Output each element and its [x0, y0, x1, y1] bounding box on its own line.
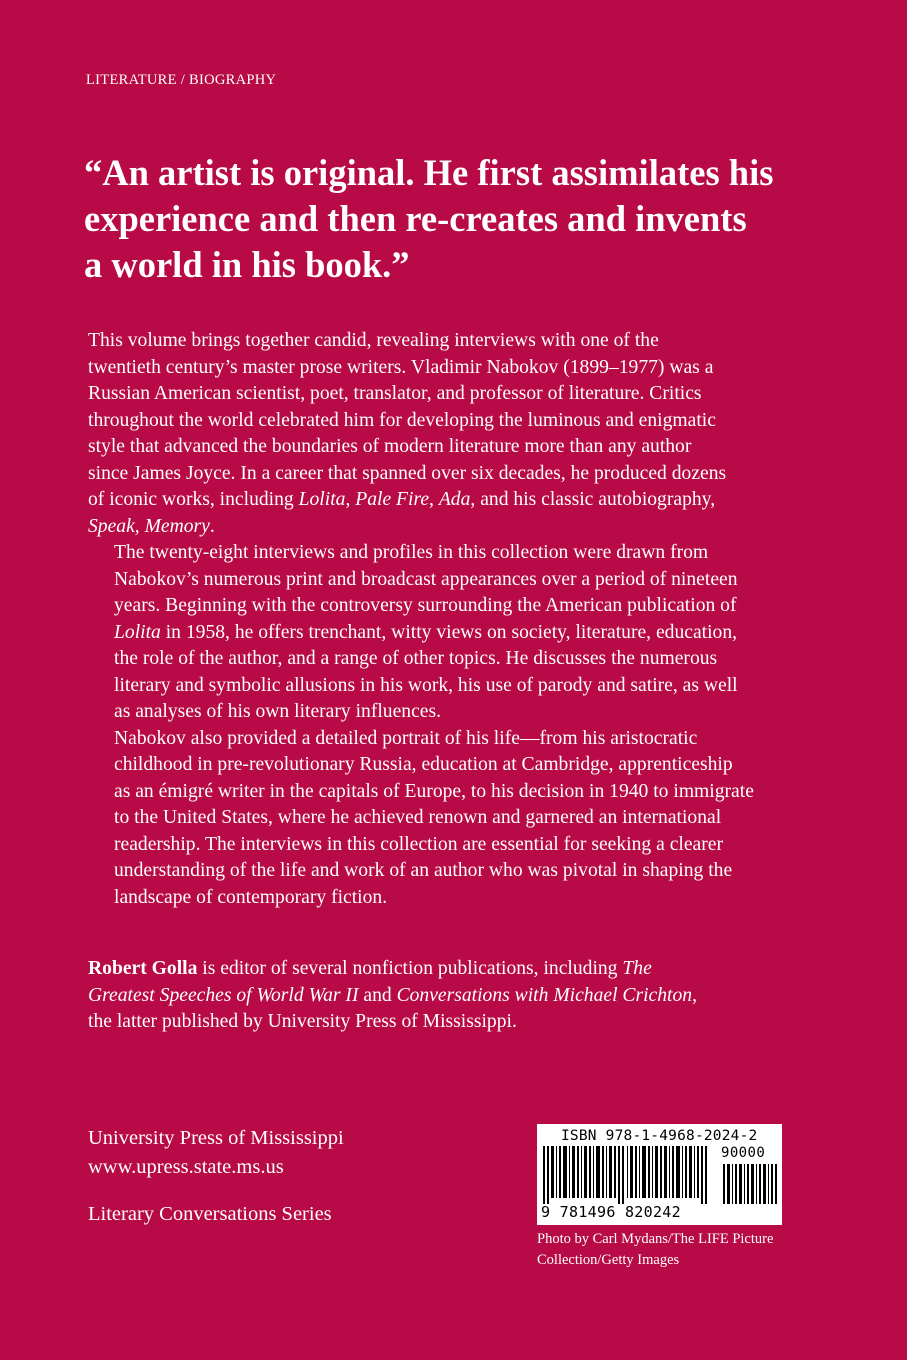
text-line: [88, 620, 828, 647]
text-line: readership. The interviews in this collection are essential for seeking a clearer: [114, 833, 723, 855]
book-title: Conversations with Michael Crichton: [396, 984, 693, 1006]
text-line: [88, 487, 828, 514]
book-title-lolita: Lolita: [298, 489, 346, 510]
description-paragraph-1: [88, 328, 828, 540]
description-paragraph-3: [88, 726, 828, 912]
book-title: Greatest Speeches of World War II: [88, 984, 359, 1006]
book-title: The: [622, 958, 652, 979]
book-title-lolita: Lolita: [114, 621, 161, 643]
text-line: as analyses of his own literary influences.: [114, 701, 442, 722]
text-line: Collection/Getty Images: [537, 1252, 680, 1268]
text-run: in 1958, he offers trenchant, witty views on society, literature, education,: [160, 621, 738, 643]
category-label: LITERATURE / BIOGRAPHY: [86, 72, 277, 88]
text-line: understanding of the life and work of an author who was pivotal in shaping the: [114, 860, 733, 881]
text-line: the role of the author, and a range of other topics. He discusses the numerous: [114, 648, 718, 669]
publisher-website: www.upress.state.ms.us: [88, 1156, 284, 1178]
book-title-speak-memory: Speak, Memory: [88, 515, 210, 537]
text-run: is editor of several nonfiction publications, including: [197, 958, 623, 979]
text-line: to the United States, where he achieved renown and garnered an international: [114, 807, 722, 828]
text-line: This volume brings together candid, revealing interviews with one of the: [88, 330, 659, 351]
quote-line: “An artist is original. He first assimilates his: [84, 152, 774, 193]
text-line: childhood in pre-revolutionary Russia, education at Cambridge, apprenticeship: [114, 754, 733, 775]
publisher-name: University Press of Mississippi: [88, 1127, 344, 1149]
photo-credit: [537, 1229, 837, 1271]
author-name: Robert Golla: [88, 958, 198, 979]
text-line: [88, 514, 828, 541]
text-line: twentieth century’s master prose writers. Vladimir Nabokov (1899–1977) was a: [88, 356, 714, 378]
text-run: ,: [692, 984, 697, 1006]
text-line: style that advanced the boundaries of modern literature more than any author: [88, 436, 692, 457]
text-line: since James Joyce. In a career that spanned over six decades, he produced dozens: [88, 462, 727, 484]
text-line: as an émigré writer in the capitals of Europe, to his decision in 1940 to immigrate: [114, 780, 754, 802]
text-line: literary and symbolic allusions in his work, his use of parody and satire, as well: [114, 674, 738, 696]
ean-barcode-bars: [543, 1146, 715, 1204]
text-run: ,: [345, 489, 356, 510]
text-line: throughout the world celebrated him for developing the luminous and enigmatic: [88, 409, 716, 431]
pull-quote: [84, 150, 844, 288]
series-name: Literary Conversations Series: [88, 1203, 332, 1225]
text-run: .: [209, 515, 215, 537]
book-title-pale-fire: Pale Fire: [355, 489, 430, 510]
text-line: landscape of contemporary fiction.: [114, 886, 388, 908]
text-line: the latter published by University Press of Mississippi.: [88, 1011, 517, 1032]
book-title-ada: Ada: [438, 489, 471, 510]
author-bio: [88, 956, 828, 1036]
text-line: Russian American scientist, poet, translator, and professor of literature. Critics: [88, 383, 702, 404]
addon-barcode-bars: [723, 1164, 777, 1204]
text-run: and: [358, 984, 397, 1006]
text-run: of iconic works, including: [88, 489, 299, 510]
text-line: [88, 956, 828, 983]
quote-line: experience and then re-creates and invents: [84, 198, 747, 239]
ean-digits: 9 781496 820242: [541, 1203, 681, 1221]
isbn-label: ISBN 978-1-4968-2024-2: [561, 1128, 758, 1144]
text-run: ,: [429, 489, 439, 510]
description: [88, 328, 828, 911]
text-line: Nabokov also provided a detailed portrait of his life—from his aristocratic: [114, 727, 698, 749]
description-paragraph-2: [88, 540, 828, 726]
text-line: Nabokov’s numerous print and broadcast appearances over a period of nineteen: [114, 568, 738, 590]
isbn-barcode: [537, 1124, 782, 1225]
text-line: The twenty-eight interviews and profiles in this collection were drawn from: [114, 542, 709, 563]
addon-digits: 90000: [721, 1145, 766, 1161]
text-line: Photo by Carl Mydans/The LIFE Picture: [537, 1231, 774, 1247]
text-line: [88, 983, 828, 1010]
text-run: , and his classic autobiography,: [470, 489, 716, 510]
quote-line: a world in his book.”: [84, 244, 410, 285]
text-line: years. Beginning with the controversy surrounding the American publication of: [114, 595, 737, 616]
publisher-info: [88, 1124, 344, 1182]
